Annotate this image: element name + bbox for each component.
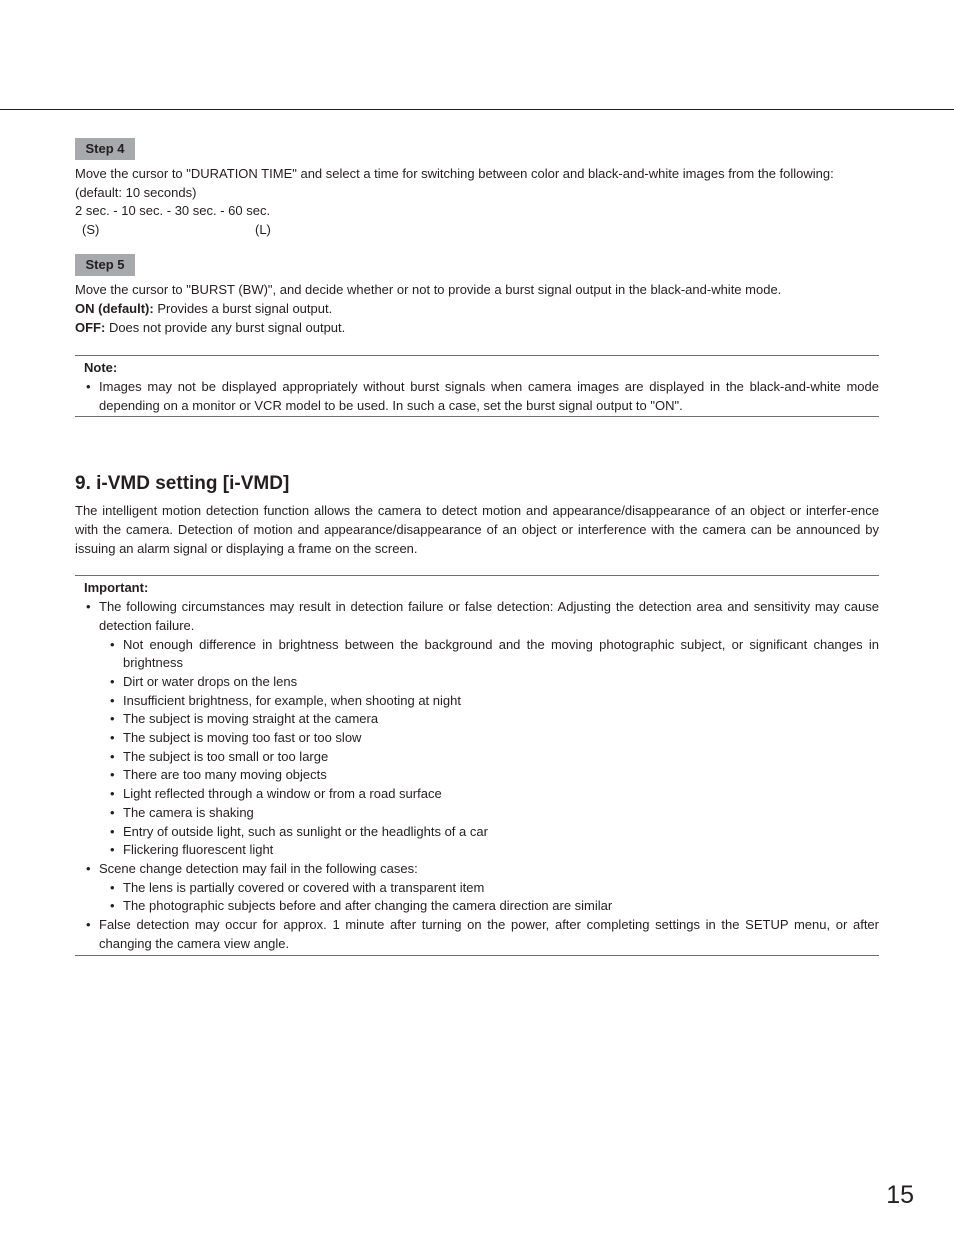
step-5-badge: Step 5: [75, 254, 135, 276]
page-content: [75, 138, 879, 956]
important-subitem: • Light reflected through a window or from a road surface: [99, 785, 879, 804]
section-intro: The intelligent motion detection function allows the camera to detect motion and appearance/disappearance of an object or interfer-ence with the camera. Detection of motion and appearance/disappearance of an object or interference with the camera can be announced by issuing an alarm signal or displaying a frame on the screen.: [75, 503, 879, 556]
important-item-text: Scene change detection may fail in the following cases:: [99, 860, 418, 876]
step-4-options: 2 sec. - 10 sec. - 30 sec. - 60 sec.: [75, 203, 271, 219]
important-sublist: [99, 879, 879, 916]
step-4-text: Move the cursor to "DURATION TIME" and select a time for switching between color and black-and-white images from the following:: [75, 166, 834, 181]
important-list: [75, 598, 879, 953]
step-4-default: (default: 10 seconds): [75, 184, 197, 200]
important-subitem: • The subject is too small or too large: [99, 748, 879, 767]
page-number: 15: [886, 1181, 914, 1209]
step-4: [75, 138, 879, 240]
important-box: [75, 575, 879, 955]
step-5-text: Move the cursor to "BURST (BW)", and decide whether or not to provide a burst signal output in the black-and-white mode.: [75, 282, 782, 298]
note-list: [75, 378, 879, 415]
important-item: • False detection may occur for approx. 1 minute after turning on the power, after completing settings in the SETUP menu, or after changing the camera view angle.: [75, 916, 879, 953]
important-subitem: • Entry of outside light, such as sunlight or the headlights of a car: [99, 823, 879, 842]
on-option-text: Provides a burst signal output.: [153, 300, 333, 316]
section-title: 9. i-VMD setting [i-VMD]: [75, 473, 290, 495]
step-5-off-option: [75, 319, 879, 338]
on-option-label: ON (default):: [75, 300, 154, 316]
important-item: [75, 860, 879, 916]
important-subitem: • Dirt or water drops on the lens: [99, 673, 879, 692]
important-subitem: • The subject is moving too fast or too slow: [99, 729, 879, 748]
important-subitem: • The camera is shaking: [99, 804, 879, 823]
important-subitem: • There are too many moving objects: [99, 766, 879, 785]
step-5: [75, 254, 879, 337]
off-option-text: Does not provide any burst signal output.: [105, 319, 346, 335]
important-label: Important:: [84, 580, 149, 596]
short-label: (S): [82, 222, 100, 238]
step-5-on-option: [75, 300, 879, 319]
step-4-scale-labels: [75, 221, 879, 240]
note-label: Note:: [84, 360, 118, 376]
important-subitem: • The photographic subjects before and after changing the camera direction are similar: [99, 897, 879, 916]
important-item: [75, 598, 879, 860]
off-option-label: OFF:: [75, 319, 106, 335]
step-4-badge: Step 4: [75, 138, 135, 160]
header-rule: [0, 109, 954, 110]
long-label: (L): [255, 222, 271, 238]
important-subitem: • Not enough difference in brightness between the background and the moving photographic subject, or significant changes in brightness: [99, 636, 879, 673]
note-item: • Images may not be displayed appropriately without burst signals when camera images are displayed in the black-and-white mode depending on a monitor or VCR model to be used. In such a case, set the burst signal output to "ON".: [75, 378, 879, 415]
important-sublist: [99, 636, 879, 860]
important-item-text: The following circumstances may result in detection failure or false detection: Adjusting the detection area and sensitivity may cause detection failure.: [99, 599, 879, 633]
important-subitem: • Flickering fluorescent light: [99, 841, 879, 860]
important-subitem: • Insufficient brightness, for example, when shooting at night: [99, 692, 879, 711]
note-box: [75, 355, 879, 417]
important-subitem: • The subject is moving straight at the camera: [99, 710, 879, 729]
important-subitem: • The lens is partially covered or covered with a transparent item: [99, 879, 879, 898]
